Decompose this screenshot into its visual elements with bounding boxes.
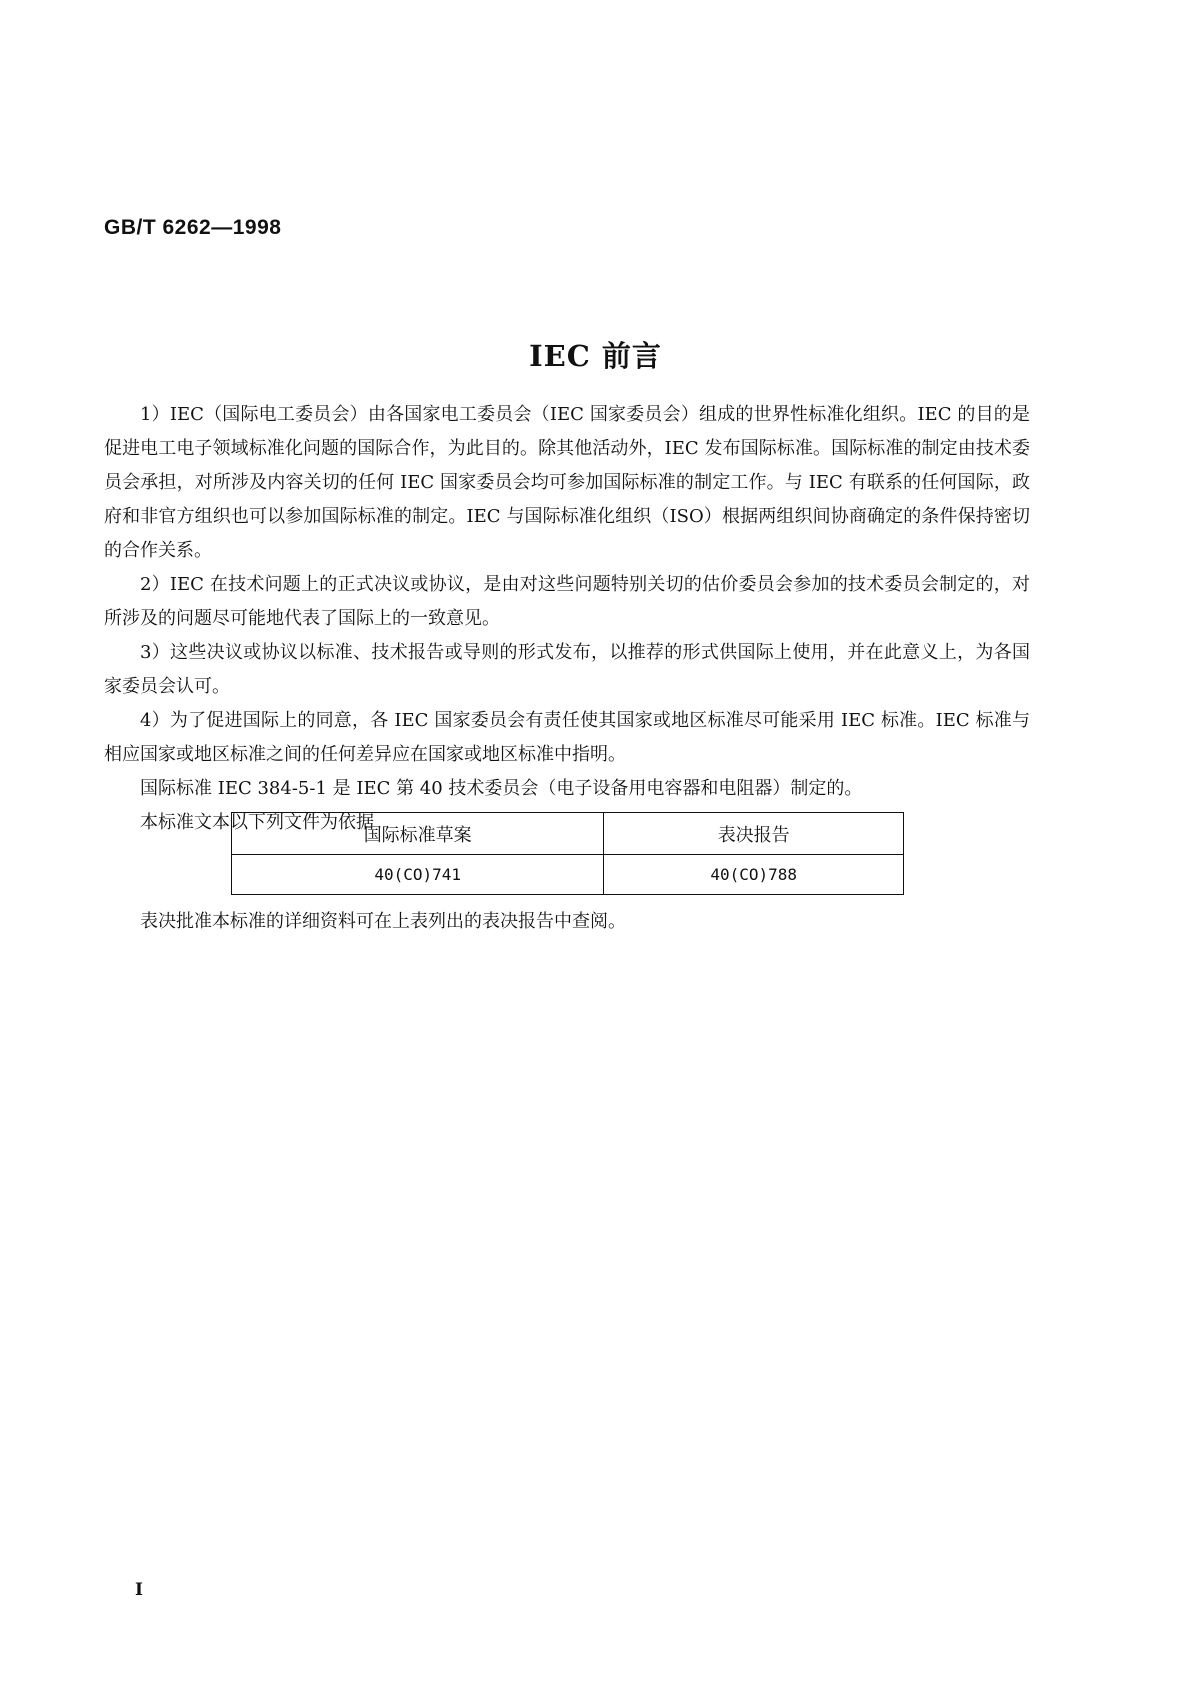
table-row — [232, 855, 904, 895]
paragraph-6: 本标准文本以下列文件为依据 — [140, 812, 374, 833]
column-header-vote-report: 表决报告 — [604, 813, 904, 855]
basis-documents-table — [231, 812, 904, 895]
after-table-note: 表决批准本标准的详细资料可在上表列出的表决报告中查阅。 — [140, 911, 626, 932]
page-number: I — [135, 1580, 143, 1600]
table-cell-vote-report: 40(CO)788 — [604, 855, 904, 895]
page-title: IEC 前言 — [529, 339, 662, 373]
paragraph-3: 3）这些决议或协议以标准、技术报告或导则的形式发布，以推荐的形式供国际上使用，并在此意义上，为各国家委员会认可。 — [104, 642, 1030, 697]
paragraph-1: 1）IEC（国际电工委员会）由各国家电工委员会（IEC 国家委员会）组成的世界性标准化组织。IEC 的目的是促进电工电子领域标准化问题的国际合作，为此目的。除其他活动外，IEC 发布国际标准。国际标准的制定由技术委员会承担，对所涉及内容关切的任何 IEC 国家委员会均可参加国际标准的制定工作。与 IEC 有联系的任何国际，政府和非官方组织也可以参加国际标准的制定。IEC 与国际标准化组织（ISO）根据两组织间协商确定的条件保持密切的合作关系。 — [104, 404, 1030, 561]
table-header-row — [232, 813, 904, 855]
paragraph-4: 4）为了促进国际上的同意，各 IEC 国家委员会有责任使其国家或地区标准尽可能采用 IEC 标准。IEC 标准与相应国家或地区标准之间的任何差异应在国家或地区标准中指明。 — [104, 710, 1030, 765]
foreword-body — [104, 398, 1030, 840]
standard-code: GB/T 6262—1998 — [104, 216, 282, 239]
paragraph-2: 2）IEC 在技术问题上的正式决议或协议，是由对这些问题特别关切的估价委员会参加的技术委员会制定的，对所涉及的问题尽可能地代表了国际上的一致意见。 — [104, 574, 1030, 629]
column-header-draft: 国际标准草案 — [232, 813, 604, 855]
paragraph-5: 国际标准 IEC 384-5-1 是 IEC 第 40 技术委员会（电子设备用电容器和电阻器）制定的。 — [140, 778, 863, 799]
table-cell-draft: 40(CO)741 — [232, 855, 604, 895]
